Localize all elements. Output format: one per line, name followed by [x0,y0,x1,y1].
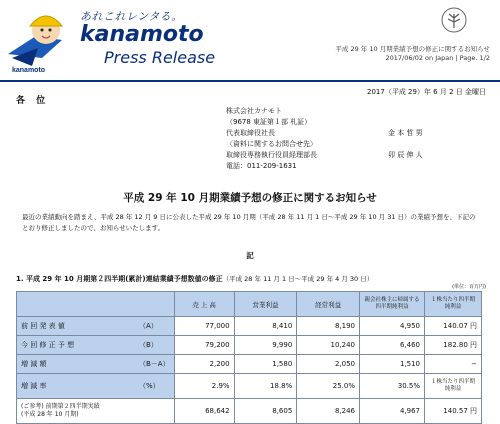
table-cell: 8,190 [297,317,360,336]
table-cell: 2,050 [297,355,360,374]
logo-caption: kanamoto [12,67,46,74]
table-cell: 4,950 [360,317,425,336]
row-label: 前 回 発 表 値 （A） [17,317,175,336]
table-cell: 6,460 [360,336,425,355]
table-header-cell: 経常利益 [297,292,360,317]
table-row [17,374,482,399]
table-cell: 1,510 [360,355,425,374]
table-cell: 2,200 [174,355,234,374]
table-cell: 140.07 円 [425,317,482,336]
contact-name: 卯 辰 伸 人 [388,151,423,159]
phone: 電話：011-209-1631 [226,162,297,170]
issue-date: 2017（平成 29）年 6 月 2 日 金曜日 [367,88,486,96]
rep-name: 金 本 哲 男 [388,129,423,137]
row-label: (ご参考) 前期第２四半期実績 (平成 28 年 10 月期) [17,399,175,424]
table-cell: 30.5% [360,374,425,399]
header-rule [0,80,500,82]
table-cell: − [425,355,482,374]
forecast-table [16,291,482,424]
brand-name: kanamoto [80,22,204,47]
table-header-cell: 売 上 高 [174,292,234,317]
table-cell: １株当たり四半期純利益 [425,374,482,399]
contact-label: 〈資料に関するお問合せ先〉 [226,140,317,148]
table-cell: 8,246 [297,399,360,424]
table-row [17,355,482,374]
row-label: 今 回 修 正 予 想 （B） [17,336,175,355]
mascot-illustration [2,6,72,76]
table-cell: 1,580 [234,355,297,374]
press-release-label: Press Release [104,48,216,67]
table-cell: 77,000 [174,317,234,336]
table-cell: 4,967 [360,399,425,424]
section-period: （平成 28 年 11 月 1 日〜平成 29 年 4 月 30 日） [222,275,374,283]
unit-label: (単位：百万円) [452,284,486,290]
table-row [17,336,482,355]
table-cell: 8,410 [234,317,297,336]
section-heading [16,274,373,284]
section-title: 1. 平成 29 年 10 月期第２四半期(累計)連結業績予想数値の修正 [16,275,223,283]
addressee: 各 位 [16,96,50,106]
table-cell: 25.0% [297,374,360,399]
table-row [17,399,482,424]
table-header-cell [17,292,175,317]
table-cell: 79,200 [174,336,234,355]
rep-title: 代表取締役社長 [226,129,275,137]
header-doc-title: 平成 29 年 10 月期業績予想の修正に関するお知らせ [335,45,490,53]
contact-title: 取締役専務執行役員経理部長 [226,151,317,159]
table-cell: 18.8% [234,374,297,399]
leaf-icon [440,6,468,34]
table-cell: 2.9% [174,374,234,399]
table-cell: 182.80 円 [425,336,482,355]
row-label: 増 減 率 （%） [17,374,175,399]
table-cell: 140.57 円 [425,399,482,424]
table-cell: 8,605 [234,399,297,424]
company-name: 株式会社カナモト [226,107,282,115]
table-header-row [17,292,482,317]
table-row [17,317,482,336]
table-cell: 68,642 [174,399,234,424]
table-header-cell: １株当たり四半期純利益 [425,292,482,317]
table-cell: 9,990 [234,336,297,355]
company-code: （9678 東証第１部 札証） [226,118,312,126]
table-header-cell: 営業利益 [234,292,297,317]
table-header-cell: 親会社株主に帰属する四半期純利益 [360,292,425,317]
body-paragraph: 最近の業績動向を踏まえ、平成 28 年 12 月 9 日に公表した平成 29 年 10 月期（平成 28 年 11 月 1 日〜平成 29 年 10 月 31 日）の業績予想を、下記のとおり修正しましたので、お知らせいたします。 [22,213,476,232]
tagline: あれこれレンタる。 [80,10,183,23]
header-date-line: 2017/06/02 on Japan | Page. 1/2 [385,54,490,62]
table-cell: 10,240 [297,336,360,355]
page-title: 平成 29 年 10 月期業績予想の修正に関するお知らせ [123,192,377,204]
ki-marker: 記 [246,251,254,260]
row-label: 増 減 額 （B－A） [17,355,175,374]
